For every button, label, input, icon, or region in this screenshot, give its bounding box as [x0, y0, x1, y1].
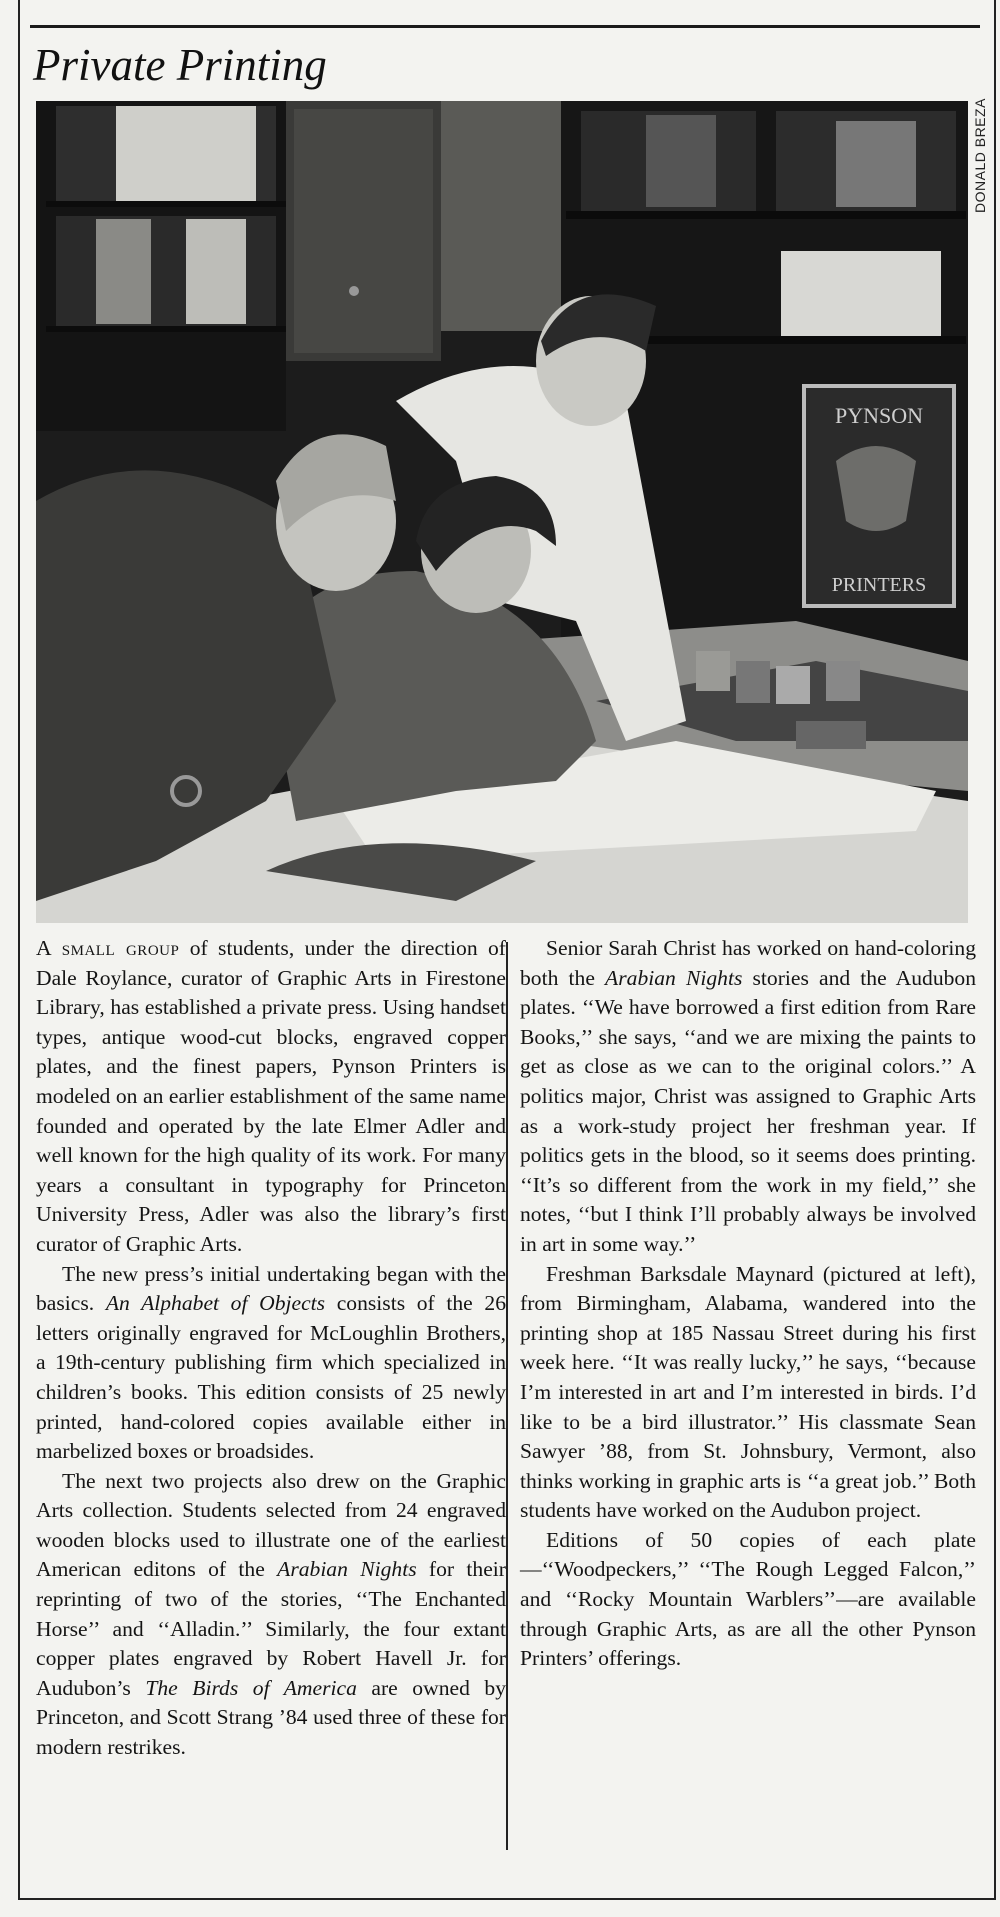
photo-illustration: [36, 101, 968, 923]
paragraph-text: are owned by Princeton, and Scott Strang ’84 used three of these for modern restrikes.: [36, 1675, 507, 1760]
paragraph-text: Senior Sarah Christ has worked on hand-coloring both the: [520, 936, 976, 990]
paragraph-text: Editions of 50 copies of each plate—‘‘Woodpeckers,’’ ‘‘The Rough Legged Falcon,’’ and ‘‘Rocky Mountain Warblers’’—are available through Graphic Arts, as are all the other Pynson Printers’ offerings.: [520, 1527, 976, 1671]
paragraph: [520, 1260, 976, 1526]
book-title: The Birds of America: [145, 1675, 357, 1700]
paragraph-text: of students, under the direction of Dale Roylance, curator of Graphic Arts in Firestone Library, has established a private press. Using handset types, antique wood-cut blocks, engraved copper plates, and the finest papers, Pynson Printers is modeled on an earlier establishment of the same name founded and operated by the late Elmer Adler and well known for the high quality of its work. For many years a consultant in typography for Princeton University Press, Adler was also the library’s first curator of Graphic Arts.: [36, 936, 506, 1256]
article-column-right: [520, 934, 976, 1674]
column-divider: [506, 942, 508, 1850]
sign-bottom-text: PRINTERS: [831, 574, 927, 596]
article-photo: [36, 101, 968, 923]
book-title: Arabian Nights: [605, 965, 743, 990]
paragraph: [520, 934, 976, 1260]
paragraph: [36, 1260, 506, 1467]
article-title: Private Printing: [33, 40, 327, 90]
photo-credit: DONALD BREZA: [972, 98, 988, 213]
book-title: An Alphabet of Objects: [105, 1291, 326, 1316]
book-title: Arabian Nights: [277, 1557, 417, 1582]
paragraph-text: for their reprinting of two of the stories, ‘‘The Enchanted Horse’’ and ‘‘Alladin.’’ Similarly, the four extant copper plates engraved by Robert Havell Jr. for Audubon’s: [36, 1557, 506, 1700]
sign-top-text: PYNSON: [834, 403, 924, 428]
paragraph-text: consists of the 26 letters originally engraved for McLoughlin Brothers, a 19th-century publishing firm which specialized in children’s books. This edition consists of 25 newly printed, hand-colored copies available either in marbelized boxes or broadsides.: [36, 1291, 506, 1464]
paragraph: [36, 934, 506, 1260]
article-column-left: [36, 934, 506, 1763]
lead-in: A small group: [36, 936, 180, 960]
paragraph-text: stories and the Audubon plates. ‘‘We have borrowed a first edition from Rare Books,’’ she says, ‘‘and we are mixing the paints to get as close as we can to the original colors.’’ A politics major, Christ was assigned to Graphic Arts as a work-study project her freshman year. If politics gets in the blood, so it seems does printing. ‘‘It’s so different from the work in my field,’’ she notes, ‘‘but I think I’ll probably always be involved in art in some way.’’: [520, 965, 977, 1256]
paragraph-text: Freshman Barksdale Maynard (pictured at left), from Birmingham, Alabama, wandered into the printing shop at 185 Nassau Street during his first week here. ‘‘It was really lucky,’’ he says, ‘‘because I’m interested in art and I’m interested in birds. I’d like to be a bird illustrator.’’ His classmate Sean Sawyer ’88, from St. Johnsbury, Vermont, also thinks working in graphic arts is ‘‘a great job.’’ Both students have worked on the Audubon project.: [520, 1261, 976, 1523]
paragraph-text: The new press’s initial undertaking began with the basics.: [36, 1261, 506, 1316]
paragraph: [520, 1526, 976, 1674]
paragraph-text: The next two projects also drew on the Graphic Arts collection. Students selected from 24 engraved wooden blocks used to illustrate one of the earliest American editons of the: [36, 1468, 506, 1582]
paragraph: [36, 1467, 506, 1763]
top-rule: [30, 25, 980, 28]
